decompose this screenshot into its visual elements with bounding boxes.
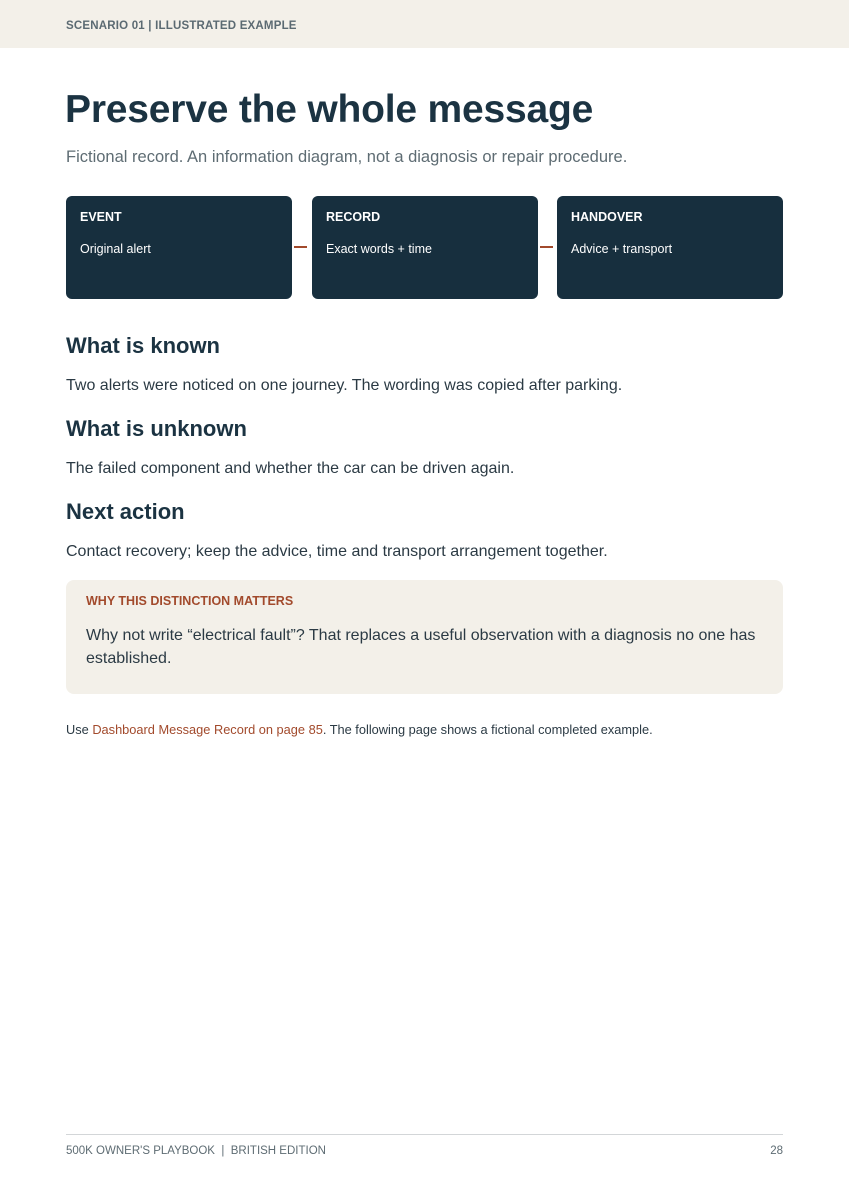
callout-text: Why not write “electrical fault”? That replaces a useful observation with a diagnosis no one has established.: [86, 627, 756, 667]
flow-step-text: Exact words + time: [326, 242, 432, 256]
flow-connector: [540, 246, 553, 248]
section-heading-unknown: What is unknown: [66, 416, 247, 441]
flow-step-heading: EVENT: [80, 210, 122, 224]
reference-suffix: . The following page shows a fictional completed example.: [322, 722, 653, 737]
reference-link[interactable]: Dashboard Message Record on page 85: [92, 722, 323, 737]
flow-step-handover: [557, 196, 783, 299]
flow-step-text: Advice + transport: [571, 242, 673, 256]
reference-prefix: Use: [66, 722, 93, 737]
reference-line: [66, 722, 653, 737]
footer-page-number: 28: [770, 1145, 783, 1157]
scenario-label: SCENARIO 01 | ILLUSTRATED EXAMPLE: [66, 20, 297, 32]
section-text-next: Contact recovery; keep the advice, time and transport arrangement together.: [66, 543, 608, 560]
flow-connector: [294, 246, 307, 248]
header-band: [0, 0, 849, 48]
section-heading-known: What is known: [66, 333, 220, 358]
page-title: Preserve the whole message: [65, 88, 594, 131]
flow-step-record: [312, 196, 538, 299]
section-text-unknown: The failed component and whether the car can be driven again.: [66, 460, 515, 477]
flow-step-event: [66, 196, 292, 299]
callout-kicker: WHY THIS DISTINCTION MATTERS: [86, 594, 294, 608]
footer-publication: 500K OWNER'S PLAYBOOK | BRITISH EDITION: [66, 1145, 326, 1157]
page-subtitle: Fictional record. An information diagram, not a diagnosis or repair procedure.: [66, 148, 628, 166]
callout-box: [66, 580, 783, 694]
flow-step-heading: RECORD: [326, 210, 381, 224]
section-heading-next: Next action: [66, 499, 185, 524]
flow-diagram: [66, 196, 783, 299]
section-text-known: Two alerts were noticed on one journey. The wording was copied after parking.: [66, 377, 623, 394]
footer-divider: [66, 1134, 783, 1135]
flow-step-text: Original alert: [80, 242, 151, 256]
flow-step-heading: HANDOVER: [571, 210, 643, 224]
